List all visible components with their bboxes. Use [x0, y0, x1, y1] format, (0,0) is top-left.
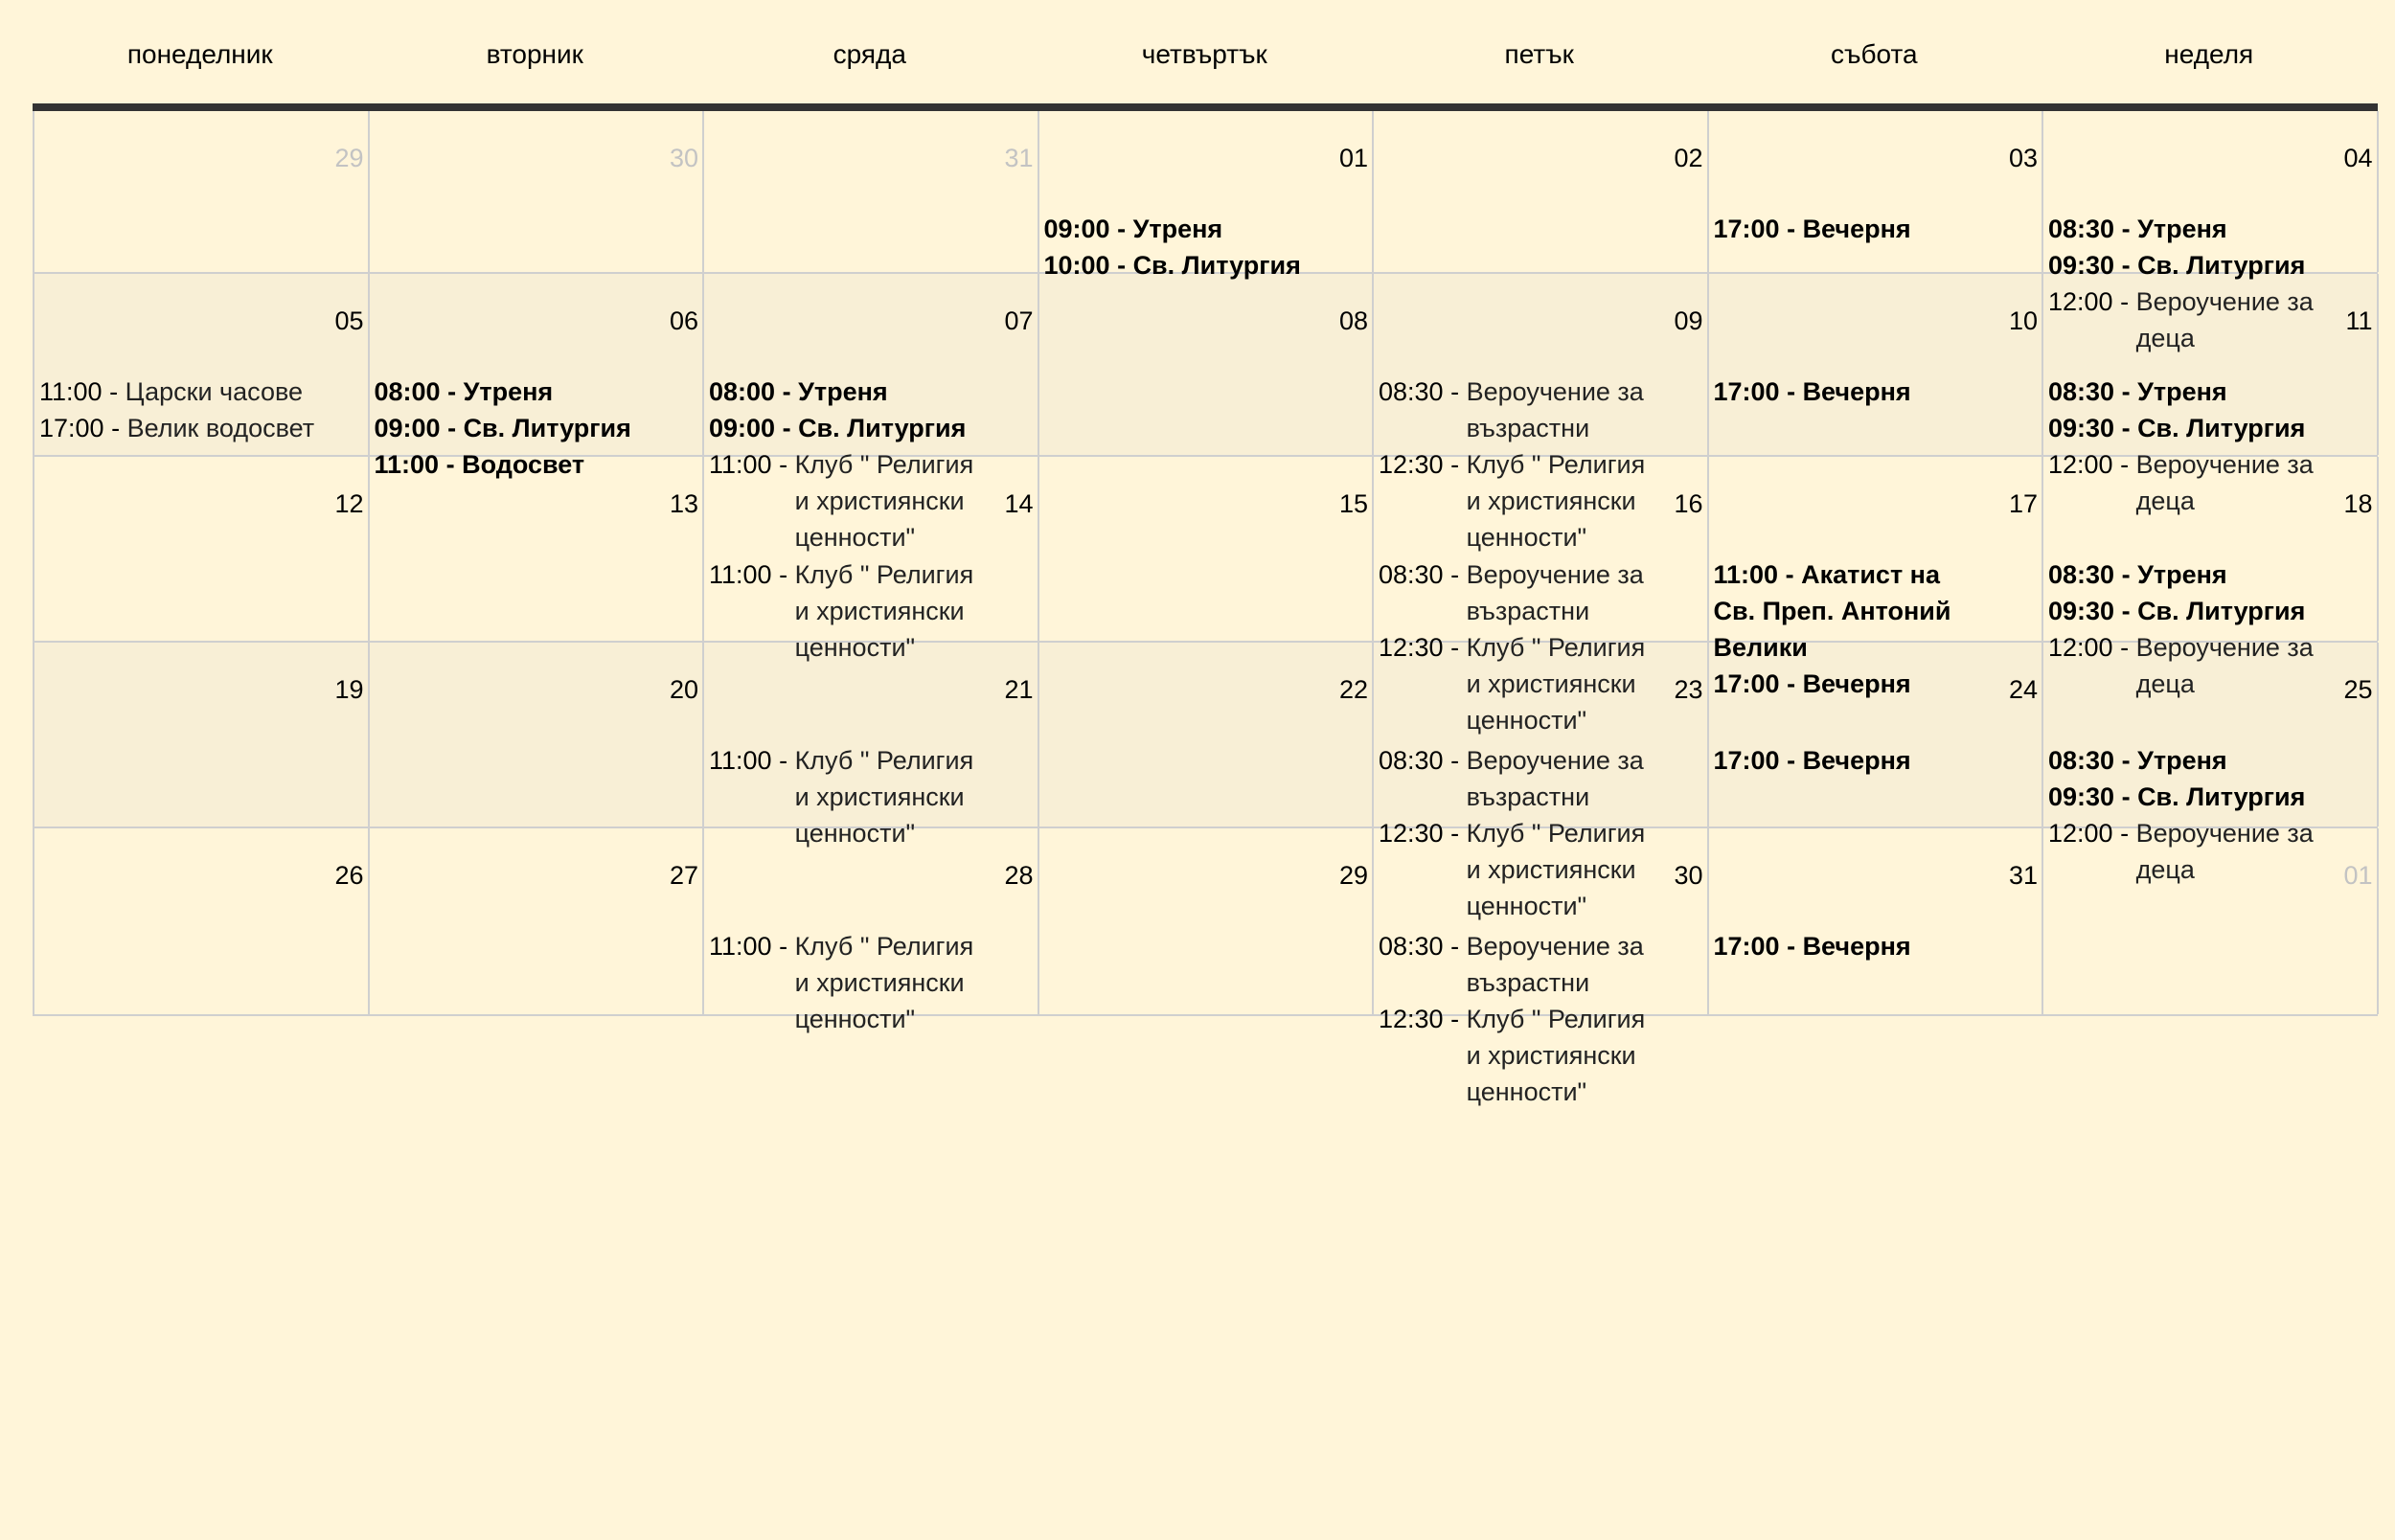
- event-separator: -: [1779, 932, 1803, 961]
- event-title: Вероучение за деца: [2135, 287, 2314, 352]
- event-title: Велик водосвет: [126, 414, 315, 442]
- weekday-monday: понеделник: [126, 39, 273, 69]
- event-time: 11:00: [1713, 560, 1779, 589]
- day-cell[interactable]: [34, 111, 370, 272]
- day-number: 20: [669, 675, 698, 704]
- event-title: Водосвет: [462, 450, 585, 479]
- day-cell[interactable]: [34, 457, 370, 641]
- calendar-event[interactable]: [2048, 742, 2375, 779]
- event-separator: -: [1778, 560, 1802, 589]
- day-number: 13: [669, 489, 698, 518]
- day-cell[interactable]: [1039, 111, 1375, 280]
- event-separator: -: [1109, 251, 1133, 280]
- day-cell[interactable]: [1374, 111, 1709, 272]
- calendar-event[interactable]: [1714, 742, 2041, 779]
- day-number: 30: [1674, 861, 1703, 890]
- calendar-event[interactable]: [1379, 1001, 1705, 1110]
- day-cell[interactable]: [704, 111, 1039, 272]
- event-separator: -: [2114, 251, 2138, 280]
- event-list: [1044, 211, 1371, 283]
- event-time: 12:00: [2048, 450, 2113, 479]
- event-separator: -: [2112, 819, 2136, 848]
- event-time: 08:30: [1379, 746, 1444, 775]
- event-time: 12:00: [2048, 819, 2113, 848]
- day-cell[interactable]: [704, 457, 1039, 662]
- event-separator: -: [775, 414, 799, 442]
- event-title: Вечерня: [1802, 746, 1911, 775]
- event-separator: -: [1109, 215, 1133, 243]
- event-separator: -: [2112, 287, 2136, 316]
- event-separator: -: [1443, 746, 1467, 775]
- event-time: 11:00: [709, 932, 772, 961]
- weekday-friday: петък: [1504, 39, 1574, 69]
- event-separator: -: [2114, 215, 2138, 243]
- week-row: [34, 828, 2378, 1106]
- event-time: 12:30: [1379, 1005, 1444, 1033]
- day-cell[interactable]: [1374, 457, 1709, 735]
- event-separator: -: [1443, 560, 1467, 589]
- event-title: Вероучение за възрастни: [1466, 746, 1644, 811]
- day-cell[interactable]: [370, 643, 705, 827]
- day-number: 12: [334, 489, 364, 518]
- event-title: Вечерня: [1802, 377, 1911, 406]
- event-time: 08:30: [2048, 560, 2115, 589]
- event-title: Царски часове: [125, 377, 304, 406]
- day-number: 06: [669, 306, 698, 335]
- day-cell[interactable]: [1374, 828, 1709, 1106]
- event-title: Св. Литургия: [463, 414, 631, 442]
- event-time: 08:30: [2048, 746, 2115, 775]
- day-number: 15: [1338, 489, 1368, 518]
- calendar-event[interactable]: [1714, 211, 2041, 247]
- event-separator: -: [1779, 746, 1803, 775]
- calendar-event[interactable]: [1714, 374, 2041, 410]
- day-cell[interactable]: [1709, 643, 2044, 827]
- event-separator: -: [2114, 782, 2138, 811]
- event-separator: -: [1443, 819, 1467, 848]
- event-separator: -: [1443, 1005, 1467, 1033]
- event-title: Клуб " Религия и християнски ценности": [794, 450, 974, 552]
- event-title: Вероучение за възрастни: [1466, 932, 1644, 997]
- weekday-thursday: четвъртък: [1141, 39, 1267, 69]
- calendar-event[interactable]: [39, 374, 366, 410]
- event-separator: -: [771, 450, 795, 479]
- event-title: Утреня: [2137, 215, 2227, 243]
- event-time: 10:00: [1043, 251, 1110, 280]
- event-separator: -: [440, 414, 464, 442]
- day-number: 08: [1338, 306, 1368, 335]
- event-time: 11:00: [709, 560, 772, 589]
- calendar-event[interactable]: [375, 374, 701, 410]
- day-cell[interactable]: [1709, 111, 2044, 272]
- day-cell[interactable]: [1039, 457, 1375, 641]
- event-time: 17:00: [1713, 215, 1780, 243]
- day-number: 16: [1674, 489, 1703, 518]
- day-cell[interactable]: [2043, 828, 2379, 1014]
- event-title: Утреня: [798, 377, 888, 406]
- event-time: 09:00: [709, 414, 776, 442]
- event-time: 17:00: [39, 414, 104, 442]
- event-time: 08:00: [709, 377, 776, 406]
- calendar-event[interactable]: [1379, 928, 1705, 1001]
- calendar-event[interactable]: [709, 928, 1036, 1037]
- day-number: 25: [2343, 675, 2373, 704]
- day-cell[interactable]: [34, 643, 370, 827]
- event-title: Св. Литургия: [2137, 597, 2306, 625]
- event-title: Утреня: [2137, 746, 2227, 775]
- event-separator: -: [1443, 932, 1467, 961]
- event-time: 09:30: [2048, 414, 2115, 442]
- event-title: Утреня: [2137, 560, 2227, 589]
- day-cell[interactable]: [370, 828, 705, 1014]
- day-number: 22: [1338, 675, 1368, 704]
- weekday-sunday: неделя: [2164, 39, 2254, 69]
- event-time: 08:00: [374, 377, 441, 406]
- day-cell[interactable]: [1709, 274, 2044, 455]
- day-cell[interactable]: [1039, 274, 1375, 455]
- day-number: 11: [2345, 306, 2373, 335]
- event-list: [1714, 928, 2041, 964]
- day-cell[interactable]: [370, 274, 705, 479]
- event-title: Клуб " Религия и християнски ценности": [1466, 450, 1646, 552]
- calendar-event[interactable]: [709, 410, 1036, 446]
- day-cell[interactable]: [1039, 643, 1375, 827]
- event-list: [709, 928, 1036, 1037]
- event-title: Клуб " Религия и християнски ценности": [794, 746, 974, 848]
- event-time: 11:00: [709, 746, 772, 775]
- event-separator: -: [2114, 414, 2138, 442]
- event-time: 12:30: [1379, 819, 1444, 848]
- event-list: [1714, 211, 2041, 247]
- event-title: Вечерня: [1802, 215, 1911, 243]
- event-separator: -: [771, 560, 795, 589]
- calendar-event[interactable]: [1379, 742, 1705, 815]
- day-number: 31: [2008, 861, 2038, 890]
- event-separator: -: [1779, 215, 1803, 243]
- event-title: Св. Литургия: [1132, 251, 1301, 280]
- day-number: 03: [2008, 144, 2038, 172]
- event-separator: -: [1443, 633, 1467, 662]
- event-separator: -: [775, 377, 799, 406]
- calendar-event[interactable]: [2048, 410, 2375, 446]
- day-cell[interactable]: [1374, 643, 1709, 920]
- event-separator: -: [2112, 450, 2136, 479]
- event-title: Клуб " Религия и християнски ценности": [1466, 819, 1646, 920]
- event-separator: -: [1443, 377, 1467, 406]
- day-number: 18: [2343, 489, 2373, 518]
- calendar-event[interactable]: [709, 374, 1036, 410]
- day-cell[interactable]: [1039, 828, 1375, 1014]
- day-number: 29: [1338, 861, 1368, 890]
- event-separator: -: [440, 377, 464, 406]
- day-cell[interactable]: [704, 828, 1039, 1033]
- event-time: 09:30: [2048, 597, 2115, 625]
- event-time: 12:30: [1379, 450, 1444, 479]
- event-separator: -: [771, 932, 795, 961]
- event-time: 12:30: [1379, 633, 1444, 662]
- day-cell[interactable]: [1709, 828, 2044, 1014]
- event-title: Утреня: [463, 377, 554, 406]
- event-title: Клуб " Религия и християнски ценности": [1466, 633, 1646, 735]
- calendar-event[interactable]: [1379, 556, 1705, 629]
- event-title: Св. Литургия: [2137, 251, 2306, 280]
- day-number: 01: [1338, 144, 1368, 172]
- event-time: 08:30: [1379, 932, 1444, 961]
- event-title: Клуб " Религия и християнски ценности": [1466, 1005, 1646, 1106]
- day-number: 02: [1674, 144, 1703, 172]
- calendar-event[interactable]: [2048, 211, 2375, 247]
- weekday-saturday: събота: [1830, 39, 1918, 69]
- day-number: 21: [1004, 675, 1034, 704]
- event-time: 09:30: [2048, 782, 2115, 811]
- event-title: Св. Литургия: [798, 414, 967, 442]
- event-title: Вероучение за деца: [2135, 450, 2314, 515]
- calendar-grid: [33, 111, 2378, 1106]
- event-separator: -: [439, 450, 463, 479]
- event-separator: -: [1779, 669, 1803, 698]
- calendar-event[interactable]: [1044, 211, 1371, 247]
- day-number: 31: [1004, 144, 1034, 172]
- event-title: Вечерня: [1802, 669, 1911, 698]
- event-time: 17:00: [1713, 669, 1780, 698]
- event-list: [1714, 374, 2041, 410]
- event-separator: -: [1779, 377, 1803, 406]
- event-title: Св. Литургия: [2137, 414, 2306, 442]
- event-time: 17:00: [1713, 377, 1780, 406]
- event-time: 09:30: [2048, 251, 2115, 280]
- day-number: 01: [2343, 861, 2373, 890]
- event-title: Вероучение за деца: [2135, 633, 2314, 698]
- event-time: 12:00: [2048, 633, 2113, 662]
- day-number: 04: [2343, 144, 2373, 172]
- calendar-event[interactable]: [2048, 556, 2375, 593]
- event-time: 17:00: [1713, 746, 1780, 775]
- calendar-event[interactable]: [2048, 374, 2375, 410]
- event-separator: -: [2114, 597, 2138, 625]
- event-time: 08:30: [2048, 377, 2115, 406]
- event-list: [1379, 928, 1705, 1110]
- event-title: Утреня: [1132, 215, 1223, 243]
- event-separator: -: [2114, 746, 2138, 775]
- event-separator: -: [2114, 377, 2138, 406]
- event-separator: -: [2112, 633, 2136, 662]
- day-cell[interactable]: [370, 457, 705, 641]
- event-separator: -: [102, 377, 125, 406]
- day-number: 09: [1674, 306, 1703, 335]
- event-time: 08:30: [1379, 377, 1444, 406]
- event-title: Клуб " Религия и християнски ценности": [794, 932, 974, 1033]
- day-number: 30: [669, 144, 698, 172]
- event-title: Вероучение за възрастни: [1466, 377, 1644, 442]
- event-time: 09:00: [1043, 215, 1110, 243]
- weekday-header: [33, 0, 2378, 111]
- event-time: 08:30: [2048, 215, 2115, 243]
- day-cell[interactable]: [704, 643, 1039, 848]
- day-number: 28: [1004, 861, 1034, 890]
- weekday-wednesday: сряда: [833, 39, 906, 69]
- event-time: 08:30: [1379, 560, 1444, 589]
- calendar-event[interactable]: [2048, 779, 2375, 815]
- day-number: 23: [1674, 675, 1703, 704]
- day-number: 27: [669, 861, 698, 890]
- event-title: Акатист на Св. Преп. Антоний Велики: [1713, 560, 1951, 662]
- event-title: Св. Литургия: [2137, 782, 2306, 811]
- calendar-event[interactable]: [1379, 374, 1705, 446]
- day-number: 24: [2008, 675, 2038, 704]
- day-number: 19: [334, 675, 364, 704]
- event-separator: -: [1443, 450, 1467, 479]
- event-time: 09:00: [374, 414, 441, 442]
- event-separator: -: [2114, 560, 2138, 589]
- event-list: [1714, 742, 2041, 779]
- day-number: 05: [334, 306, 364, 335]
- event-list: [39, 374, 366, 446]
- calendar-event[interactable]: [39, 410, 366, 446]
- day-number: 29: [334, 144, 364, 172]
- calendar-event[interactable]: [375, 410, 701, 446]
- day-cell[interactable]: [34, 828, 370, 1014]
- month-calendar: [33, 0, 2378, 1106]
- weekday-tuesday: вторник: [486, 39, 583, 69]
- day-number: 07: [1004, 306, 1034, 335]
- event-title: Клуб " Религия и християнски ценности": [794, 560, 974, 662]
- day-number: 14: [1004, 489, 1034, 518]
- event-title: Вероучение за възрастни: [1466, 560, 1644, 625]
- event-title: Утреня: [2137, 377, 2227, 406]
- event-time: 17:00: [1713, 932, 1780, 961]
- day-number: 17: [2008, 489, 2038, 518]
- event-separator: -: [771, 746, 795, 775]
- event-time: 11:00: [374, 450, 440, 479]
- calendar-event[interactable]: [2048, 593, 2375, 629]
- day-cell[interactable]: [370, 111, 705, 272]
- event-title: Вероучение за деца: [2135, 819, 2314, 884]
- event-separator: -: [103, 414, 127, 442]
- day-cell[interactable]: [34, 274, 370, 455]
- day-number: 10: [2008, 306, 2038, 335]
- event-time: 11:00: [709, 450, 772, 479]
- event-time: 12:00: [2048, 287, 2113, 316]
- event-time: 11:00: [39, 377, 103, 406]
- event-title: Вечерня: [1802, 932, 1911, 961]
- calendar-event[interactable]: [1714, 928, 2041, 964]
- day-number: 26: [334, 861, 364, 890]
